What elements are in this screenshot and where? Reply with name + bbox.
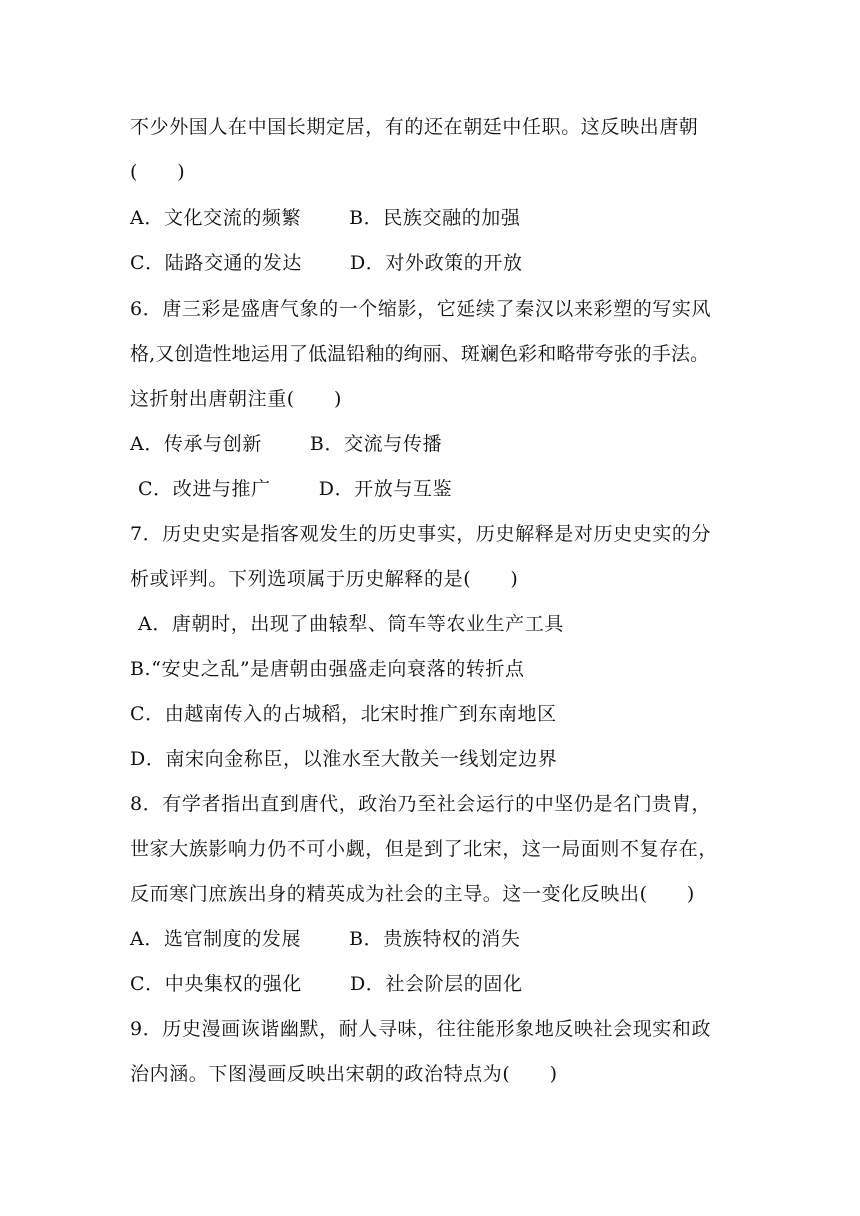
question-7-option-b: B.“安史之乱”是唐朝由强盛走向衰落的转折点 <box>130 658 525 680</box>
question-6-options-row-2 <box>138 477 452 501</box>
question-7-text-line-1: 7．历史史实是指客观发生的历史事实，历史解释是对历史史实的分 <box>130 523 712 545</box>
question-6-text-line-2: 格,又创造性地运用了低温铅釉的绚丽、斑斓色彩和略带夸张的手法。 <box>130 343 710 365</box>
question-8-option-b: B．贵族特权的消失 <box>349 928 521 950</box>
question-8-options-row-1 <box>130 927 521 951</box>
question-6-option-c: C．改进与推广 <box>138 478 271 500</box>
question-6-option-d: D．开放与互鉴 <box>318 478 453 500</box>
question-7-text-line-2: 析或评判。下列选项属于历史解释的是( ) <box>130 568 519 590</box>
question-7-option-c: C．由越南传入的占城稻，北宋时推广到东南地区 <box>130 703 557 725</box>
question-6-text-line-3: 这折射出唐朝注重( ) <box>130 388 343 410</box>
question-6-text-line-1: 6．唐三彩是盛唐气象的一个缩影，它延续了秦汉以来彩塑的写实风 <box>130 298 712 320</box>
question-5-text-line-1: 不少外国人在中国长期定居，有的还在朝廷中任职。这反映出唐朝 <box>130 116 699 138</box>
question-6-option-b: B．交流与传播 <box>309 433 443 455</box>
question-8-options-row-2 <box>130 972 523 996</box>
question-5-option-d: D．对外政策的开放 <box>349 252 523 274</box>
question-8-option-a: A．选官制度的发展 <box>130 928 302 950</box>
question-7-option-a: A．唐朝时，出现了曲辕犁、筒车等农业生产工具 <box>138 613 564 635</box>
question-5-options-row-1 <box>130 206 521 230</box>
question-8-text-line-3: 反而寒门庶族出身的精英成为社会的主导。这一变化反映出( ) <box>130 883 695 905</box>
question-6-option-a: A．传承与创新 <box>130 433 262 455</box>
question-9-text-line-2: 治内涵。下图漫画反映出宋朝的政治特点为( ) <box>130 1063 558 1085</box>
question-5-answer-blank: ( ) <box>130 161 186 183</box>
question-5-option-a: A．文化交流的频繁 <box>130 207 302 229</box>
question-5-options-row-2 <box>130 251 523 275</box>
question-8-text-line-1: 8．有学者指出直到唐代，政治乃至社会运行的中坚仍是名门贵胄， <box>130 793 712 815</box>
question-6-options-row-1 <box>130 432 442 456</box>
question-8-option-c: C．中央集权的强化 <box>130 973 302 995</box>
question-8-option-d: D．社会阶层的固化 <box>349 973 523 995</box>
question-5-option-c: C．陆路交通的发达 <box>130 252 302 274</box>
question-9-text-line-1: 9．历史漫画诙谐幽默，耐人寻味，往往能形象地反映社会现实和政 <box>130 1018 712 1040</box>
question-5-option-b: B．民族交融的加强 <box>349 207 521 229</box>
question-8-text-line-2: 世家大族影响力仍不可小觑，但是到了北宋，这一局面则不复存在， <box>130 838 719 860</box>
question-7-option-d: D．南宋向金称臣，以淮水至大散关一线划定边界 <box>130 748 558 770</box>
